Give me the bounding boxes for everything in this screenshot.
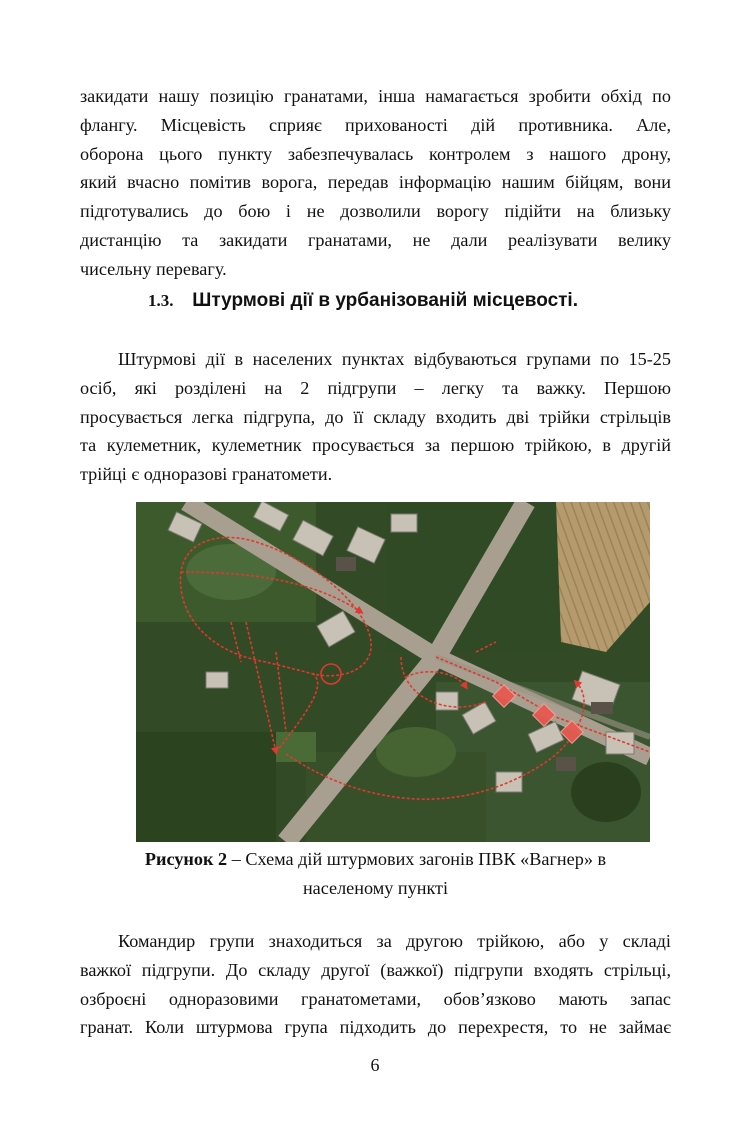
text-line: Командир групи знаходиться за другою трійкою, або у складі [118,931,671,951]
text-line: флангу. Місцевість сприяє прихованості дій противника. Але, [80,114,671,135]
text-line: гранат. Коли штурмова група підходить до перехрестя, то не займає [80,1017,671,1038]
paragraph-1 [80,82,671,284]
figure-caption [80,845,671,903]
section-number: 1.3. [148,291,174,310]
text-line: дистанцію та закидати гранатами, не дали реалізувати велику [80,229,671,250]
text-line: важкої підгрупи. До складу другої (важкої) підгрупи входять стрільці, [80,959,671,980]
section-title: Штурмові дії в урбанізованій місцевості. [192,290,578,311]
caption-text: – Схема дій штурмових загонів ПВК «Вагнер» в [227,849,607,869]
text-line: закидати нашу позицію гранатами, інша намагається зробити обхід по [80,86,671,106]
text-line: який вчасно помітив ворога, передав інформацію нашим бійцям, вони [80,172,671,193]
section-heading [148,290,578,312]
paragraph-3 [80,927,671,1042]
text-line: просувається легка підгрупа, до її складу входить дві трійки стрільців [80,406,671,427]
text-line: оборона цього пункту забезпечувалась контролем з нашого дрону, [80,143,671,164]
text-line: озброєні одноразовими гранатометами, обов’язково мають запас [80,988,671,1009]
text-line: та кулеметник, кулеметник просувається за першою трійкою, в другій [80,435,671,456]
text-line: трійці є одноразові гранатомети. [80,464,333,485]
caption-text-line2: населеному пункті [302,878,449,898]
satellite-map-figure [136,502,650,842]
text-line: осіб, які розділені на 2 підгрупи – легку та важку. Першою [80,377,671,398]
page-number: 6 [370,1055,380,1075]
text-line: чисельну перевагу. [80,258,227,279]
paragraph-2 [80,345,671,489]
text-line: підготувались до бою і не дозволили ворогу підійти на близьку [80,201,671,222]
text-line: Штурмові дії в населених пунктах відбуваються групами по 15-25 [118,349,671,369]
figure-label: Рисунок 2 [144,849,228,869]
